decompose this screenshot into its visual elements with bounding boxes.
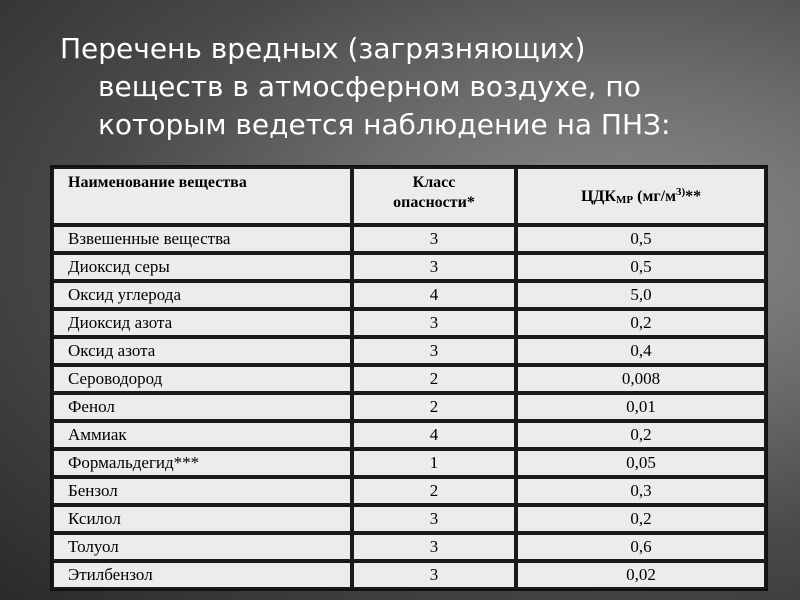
table-row	[52, 281, 766, 309]
mpc-value-cell: 0,2	[516, 309, 766, 337]
table-row	[52, 533, 766, 561]
header-substance-name-text: Наименование вещества	[68, 174, 247, 191]
header-mpc-sub: МР	[616, 194, 634, 206]
header-mpc-sup: 3)	[675, 186, 686, 198]
hazard-class-cell: 3	[352, 253, 516, 281]
table-row	[52, 393, 766, 421]
hazard-class-cell: 3	[352, 505, 516, 533]
title-line-1: Перечень вредных (загрязняющих)	[60, 32, 586, 65]
substance-name-cell: Толуол	[52, 533, 352, 561]
title-line-3: которым ведется наблюдение на ПНЗ:	[98, 108, 671, 141]
mpc-value-cell: 0,02	[516, 561, 766, 589]
mpc-value-cell: 0,01	[516, 393, 766, 421]
pollutants-table	[52, 167, 766, 589]
mpc-value-cell: 0,4	[516, 337, 766, 365]
mpc-value-cell: 0,05	[516, 449, 766, 477]
hazard-class-cell: 2	[352, 477, 516, 505]
pollutants-table-frame	[50, 165, 768, 591]
table-row	[52, 309, 766, 337]
table-row	[52, 225, 766, 253]
substance-name-cell: Этилбензол	[52, 561, 352, 589]
header-mpc-main: ЦДК	[580, 188, 617, 205]
substance-name-cell: Бензол	[52, 477, 352, 505]
mpc-value-cell: 0,3	[516, 477, 766, 505]
table-row	[52, 449, 766, 477]
hazard-class-cell: 3	[352, 309, 516, 337]
substance-name-cell: Аммиак	[52, 421, 352, 449]
mpc-value-cell: 0,2	[516, 505, 766, 533]
hazard-class-cell: 3	[352, 337, 516, 365]
header-hazard-class-line1: Класс	[412, 174, 456, 191]
table-row	[52, 253, 766, 281]
title-line-2: веществ в атмосферном воздухе, по	[98, 70, 641, 103]
substance-name-cell: Оксид азота	[52, 337, 352, 365]
table-header-row	[52, 167, 766, 225]
header-substance-name	[52, 167, 352, 225]
table-row	[52, 477, 766, 505]
hazard-class-cell: 3	[352, 225, 516, 253]
table-body	[52, 225, 766, 589]
hazard-class-cell: 1	[352, 449, 516, 477]
mpc-value-cell: 0,008	[516, 365, 766, 393]
substance-name-cell: Взвешенные вещества	[52, 225, 352, 253]
substance-name-cell: Ксилол	[52, 505, 352, 533]
substance-name-cell: Диоксид азота	[52, 309, 352, 337]
table-row	[52, 505, 766, 533]
hazard-class-cell: 4	[352, 421, 516, 449]
table-row	[52, 421, 766, 449]
table-row	[52, 561, 766, 589]
mpc-value-cell: 0,5	[516, 253, 766, 281]
mpc-value-cell: 0,5	[516, 225, 766, 253]
mpc-value-cell: 0,6	[516, 533, 766, 561]
hazard-class-cell: 3	[352, 561, 516, 589]
substance-name-cell: Формальдегид***	[52, 449, 352, 477]
header-mpc-tail: **	[685, 188, 702, 205]
hazard-class-cell: 3	[352, 533, 516, 561]
substance-name-cell: Сероводород	[52, 365, 352, 393]
mpc-value-cell: 0,2	[516, 421, 766, 449]
table-row	[52, 337, 766, 365]
mpc-value-cell: 5,0	[516, 281, 766, 309]
table-row	[52, 365, 766, 393]
substance-name-cell: Фенол	[52, 393, 352, 421]
hazard-class-cell: 2	[352, 365, 516, 393]
hazard-class-cell: 4	[352, 281, 516, 309]
substance-name-cell: Оксид углерода	[52, 281, 352, 309]
header-mpc-unit: (мг/м	[633, 188, 676, 205]
header-hazard-class-line2: опасности*	[393, 194, 475, 211]
header-hazard-class	[352, 167, 516, 225]
hazard-class-cell: 2	[352, 393, 516, 421]
substance-name-cell: Диоксид серы	[52, 253, 352, 281]
header-mpc	[516, 167, 766, 225]
slide-title	[60, 30, 780, 144]
